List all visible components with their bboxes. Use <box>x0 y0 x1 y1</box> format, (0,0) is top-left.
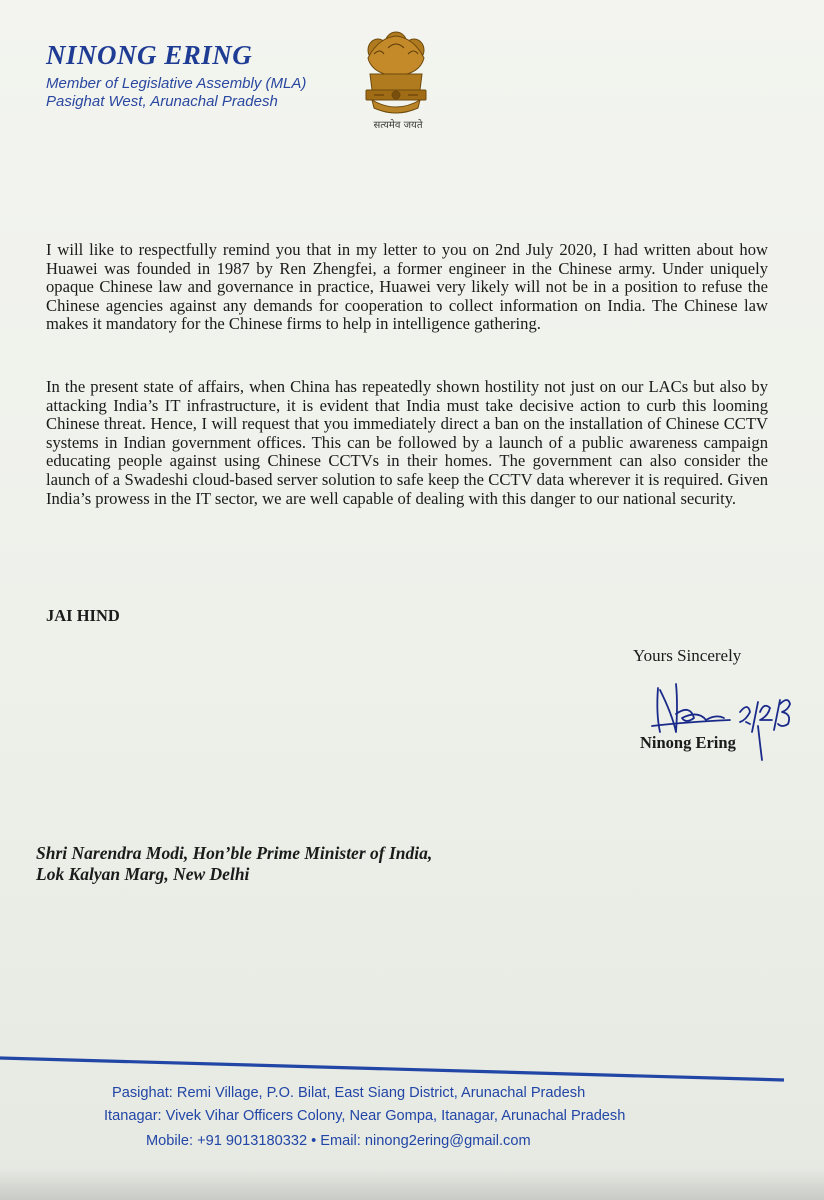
page-edge-shadow <box>0 1168 824 1200</box>
footer-itanagar-address: Itanagar: Vivek Vihar Officers Colony, Near Gompa, Itanagar, Arunachal Pradesh <box>104 1108 626 1124</box>
body-paragraph-2: In the present state of affairs, when China has repeatedly shown hostility not just on our LACs but also by attacking India’s IT infrastructure, it is evident that India must take decisive action to curb this looming Chinese threat. Hence, I will request that you immediately direct a ban on the installation of Chinese CCTV systems in Indian government offices. This can be followed by a launch of a public awareness campaign educating people against using Chinese CCTVs in their homes. The government can also consider the launch of a Swadeshi cloud-based server solution to safe keep the CCTV data wherever it is required. Given India’s prowess in the IT sector, we are well capable of dealing with this danger to our national security. <box>46 377 768 508</box>
body-paragraph-1: I will like to respectfully remind you that in my letter to you on 2nd July 2020, I had written about how Huawei was founded in 1987 by Ren Zhengfei, a former engineer in the Chinese army. Under uniquely opaque Chinese law and governance in practice, Huawei very likely will not be in a position to refuse the Chinese agencies against any demands for cooperation to collect information on India. The Chinese law makes it mandatory for the Chinese firms to help in intelligence gathering. <box>46 240 768 334</box>
letterhead-title: Member of Legislative Assembly (MLA) <box>46 75 307 92</box>
state-emblem-icon <box>358 24 434 124</box>
signer-name: Ninong Ering <box>640 733 736 752</box>
emblem-motto: सत्यमेव जयते <box>373 120 423 131</box>
letterhead-name: NINONG ERING <box>46 40 253 70</box>
footer-rule <box>0 1052 824 1082</box>
footer-pasighat-address: Pasighat: Remi Village, P.O. Bilat, East Siang District, Arunachal Pradesh <box>112 1085 586 1101</box>
footer-contact: Mobile: +91 9013180332 • Email: ninong2ering@gmail.com <box>146 1133 531 1149</box>
letterhead-constituency: Pasighat West, Arunachal Pradesh <box>46 93 278 110</box>
addressee-line-2: Lok Kalyan Marg, New Delhi <box>36 864 250 884</box>
closing-salutation: Yours Sincerely <box>633 646 742 665</box>
jai-hind: JAI HIND <box>46 606 120 625</box>
addressee-line-1: Shri Narendra Modi, Hon’ble Prime Minister of India, <box>36 843 433 863</box>
